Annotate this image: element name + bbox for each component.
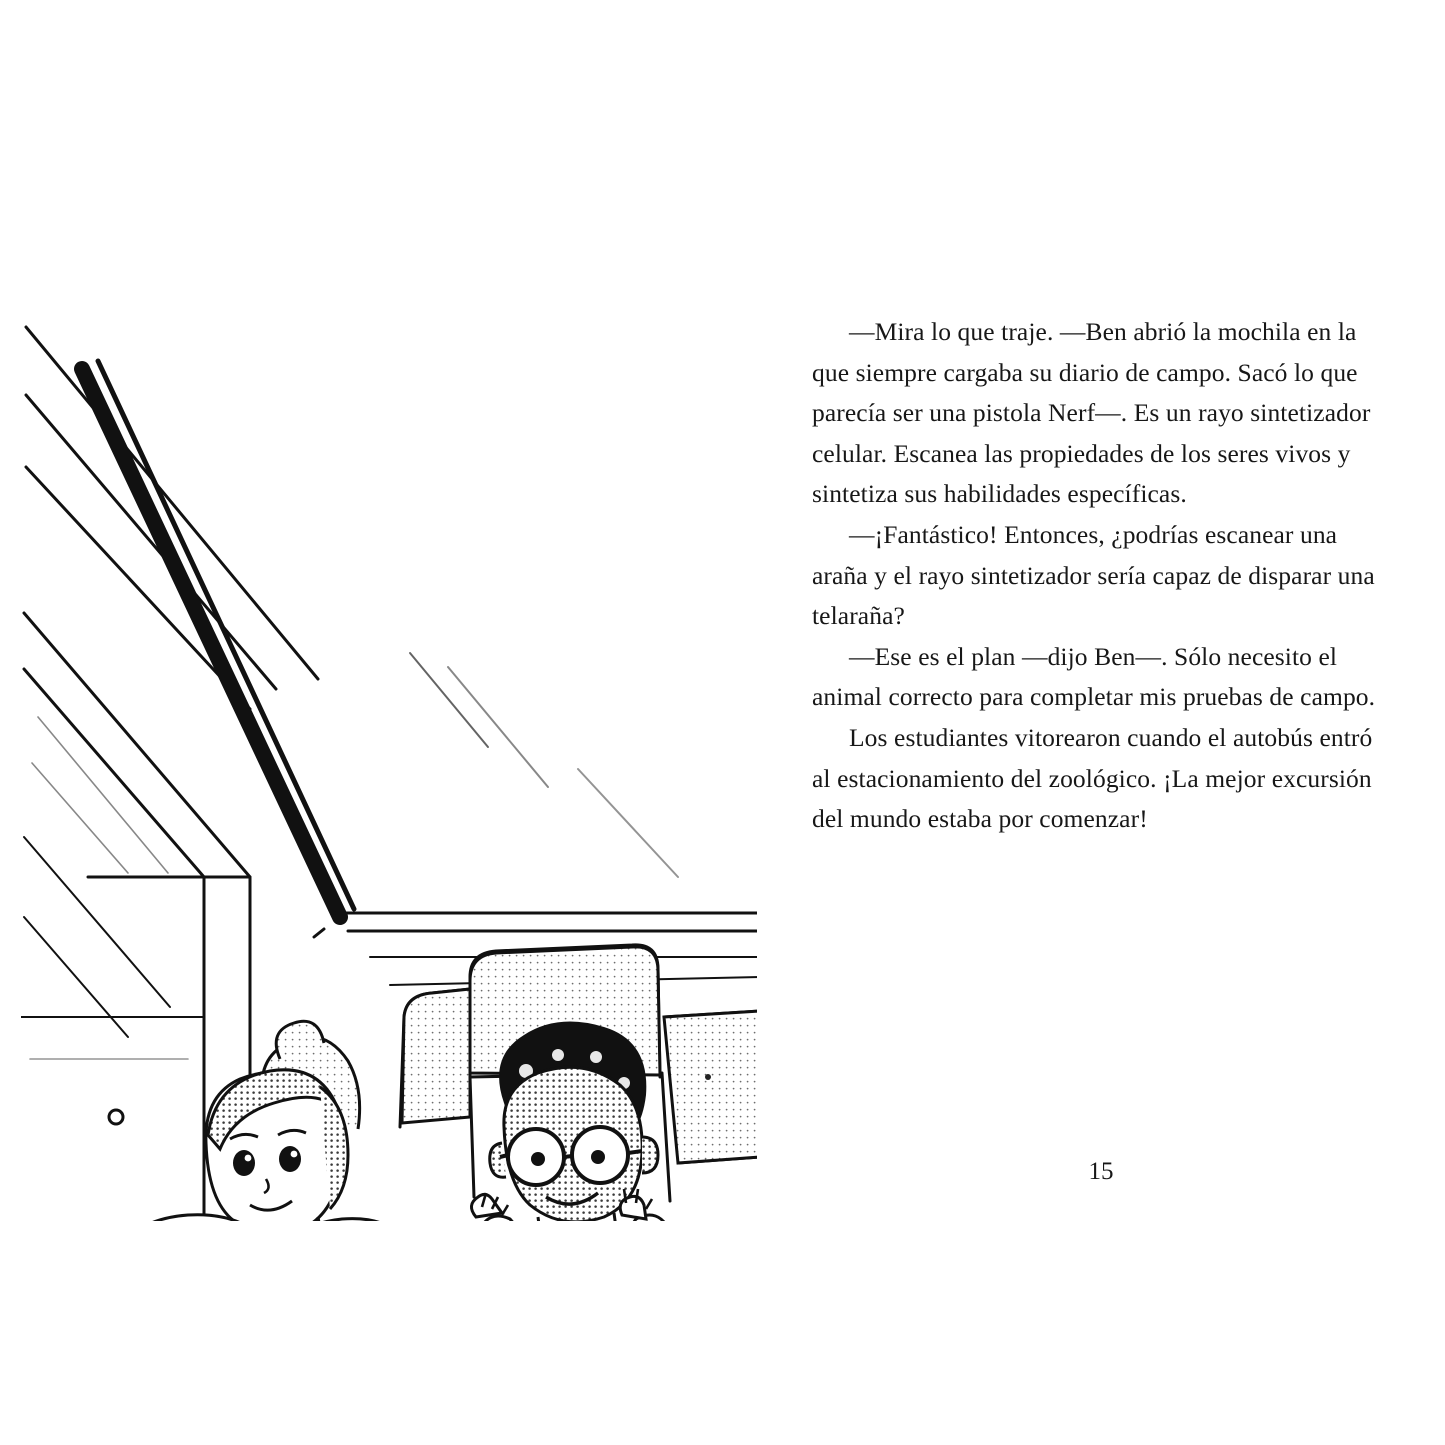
body-text-column [812,312,1390,840]
school-bus-interior-illustration [18,317,760,1224]
paragraph-3: —Ese es el plan —dijo Ben—. Sólo necesito el animal correcto para completar mis pruebas de campo. [812,641,1376,712]
paragraph-1: —Mira lo que traje. —Ben abrió la mochila en la que siempre cargaba su diario de campo. Sacó lo que parecía ser una pistola Nerf—. Es un rayo sintetizador celular. Escanea las propiedades de los seres vivos y sintetiza sus habilidades específicas. [812,317,1371,509]
page-number: 15 [1088,1158,1114,1185]
paragraph-4: Los estudiantes vitorearon cuando el autobús entró al estacionamiento del zoológico. ¡La mejor excursión del mundo estaba por comenzar! [812,722,1373,834]
paragraph-2: —¡Fantástico! Entonces, ¿podrías escanear una araña y el rayo sintetizador sería capaz de disparar una telaraña? [812,519,1375,631]
